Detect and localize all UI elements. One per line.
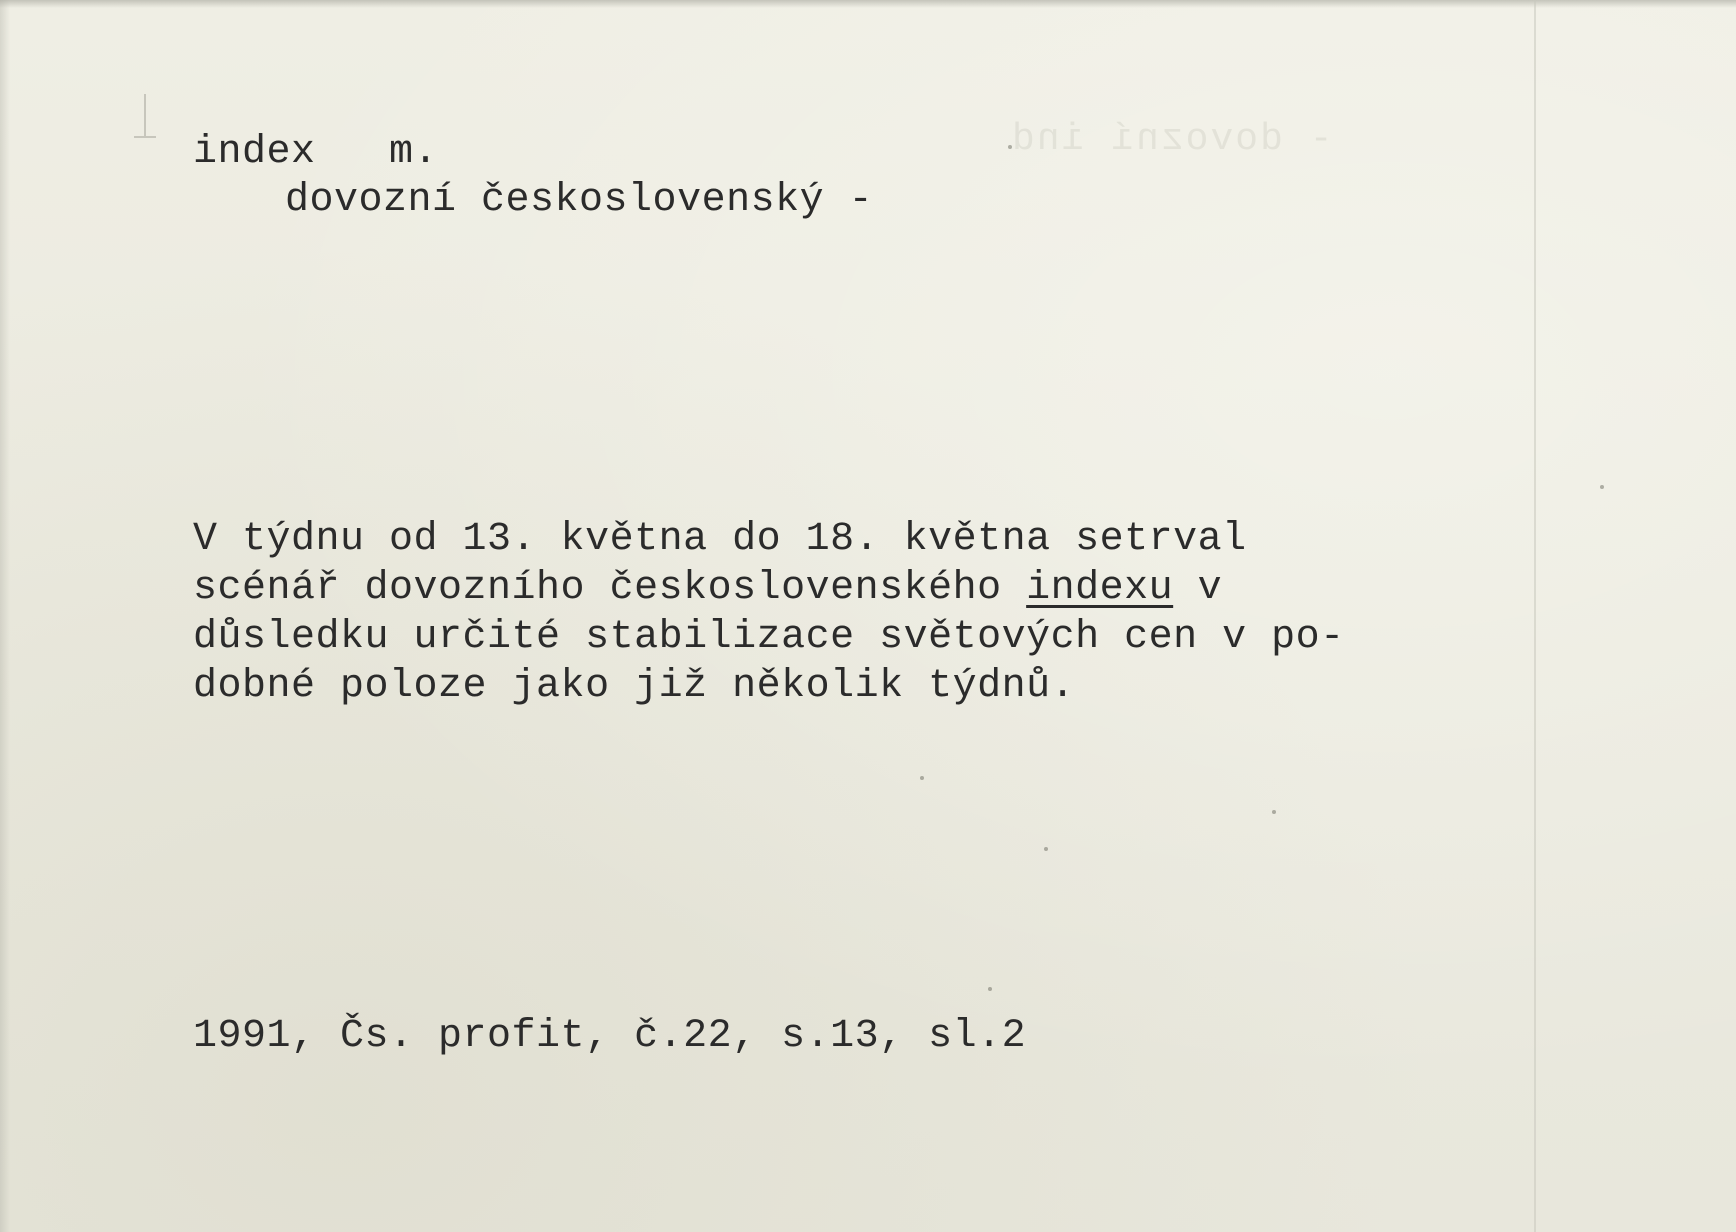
paper-speck: [920, 776, 924, 780]
quote-line-4: dobné poloze jako již několik týdnů.: [193, 664, 1076, 709]
source-citation: 1991, Čs. profit, č.22, s.13, sl.2: [193, 1014, 1027, 1059]
paper-speck: [1272, 810, 1276, 814]
quote-line-1: V týdnu od 13. května do 18. května setrval: [193, 517, 1247, 562]
card-top-edge: [0, 0, 1736, 8]
paper-speck: [1008, 145, 1012, 149]
card-left-edge: [0, 0, 10, 1232]
example-quote: [193, 515, 1345, 711]
grammatical-gender: m.: [389, 130, 439, 175]
margin-mark: [144, 94, 146, 136]
headword-line: [193, 128, 438, 178]
card-fold-line: [1534, 0, 1536, 1232]
quote-line-2a: scénář dovozního československého: [193, 566, 1027, 611]
margin-mark-foot: [134, 136, 156, 138]
quote-line-3: důsledku určité stabilizace světových cen v po-: [193, 615, 1345, 660]
headword: index: [193, 130, 316, 175]
paper-speck: [1044, 847, 1048, 851]
quote-headword-underlined: indexu: [1026, 566, 1174, 611]
subentry: dovozní československý -: [285, 178, 874, 223]
quote-line-2b: v: [1173, 566, 1223, 611]
paper-speck: [988, 987, 992, 991]
paper-speck: [1600, 485, 1604, 489]
show-through-text: - dovozní ind: [1010, 118, 1333, 161]
